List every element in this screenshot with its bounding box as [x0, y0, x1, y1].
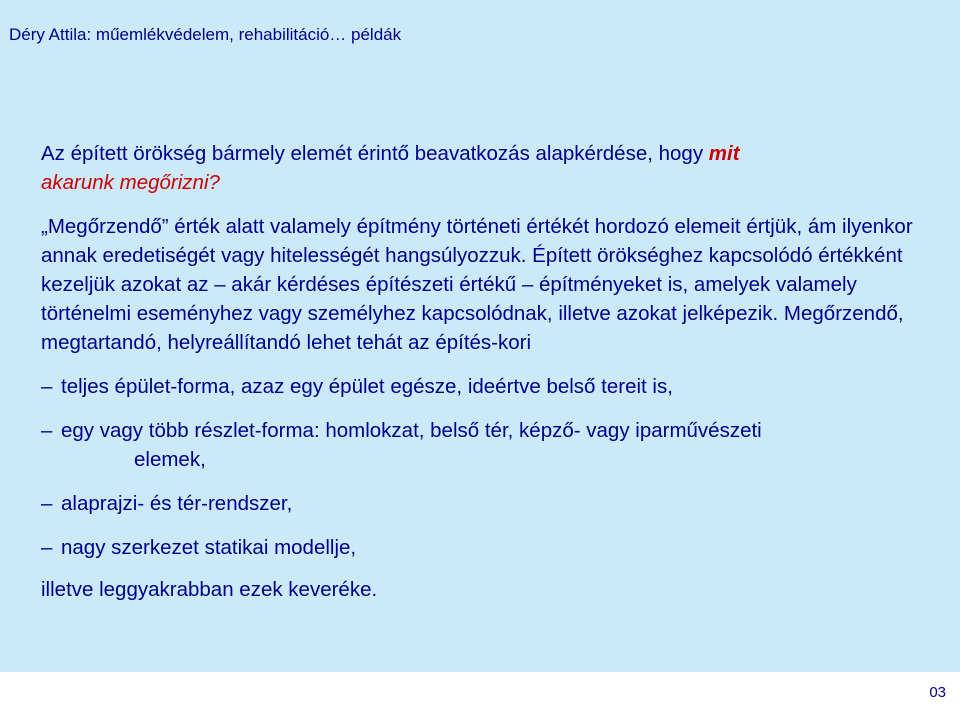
- page-number: 03: [929, 684, 946, 701]
- list-dash: –: [41, 492, 53, 515]
- list-dash: –: [41, 536, 53, 559]
- slide-content: [41, 139, 931, 604]
- list-item: [41, 533, 931, 562]
- list-dash: –: [41, 375, 53, 398]
- list-item: [41, 372, 931, 401]
- list-item-text: egy vagy több részlet-forma: homlokzat, belső tér, képző- vagy iparművészeti: [61, 419, 762, 442]
- list-item: [41, 416, 931, 474]
- list-item-text: nagy szerkezet statikai modellje,: [61, 536, 357, 559]
- list-item: [41, 489, 931, 518]
- slide-header: Déry Attila: műemlékvédelem, rehabilitáció… példák: [9, 25, 402, 44]
- question-emphasis-bold: mit: [708, 142, 740, 165]
- list-item-text: teljes épület-forma, azaz egy épület egésze, ideértve belső tereit is,: [61, 375, 673, 398]
- list-item-text: alaprajzi- és tér-rendszer,: [61, 492, 293, 515]
- question-text: Az épített örökség bármely elemét érintő beavatkozás alapkérdése, hogy: [41, 142, 709, 165]
- body-paragraph: „Megőrzendő” érték alatt valamely építmény történeti értékét hordozó elemeit értjük, ám ilyenkor annak eredetiségét vagy hitelességét hangsúlyozzuk. Épített örökséghez kapcsolódó értékként kezeljük azokat az – akár kérdéses építészeti értékű – építményeket is, amelyek valamely történelmi eseményhez vagy személyhez kapcsolódnak, illetve azokat jelképezik. Megőrzendő, megtartandó, helyreállítandó lehet tehát az építés-kori: [41, 215, 913, 354]
- closing-line: illetve leggyakrabban ezek keveréke.: [41, 578, 378, 601]
- list-item-continuation: elemek,: [134, 448, 206, 471]
- list-dash: –: [41, 419, 53, 442]
- question-emphasis: akarunk megőrizni?: [41, 171, 220, 194]
- footer-bar: [0, 672, 960, 716]
- key-question: [41, 139, 931, 197]
